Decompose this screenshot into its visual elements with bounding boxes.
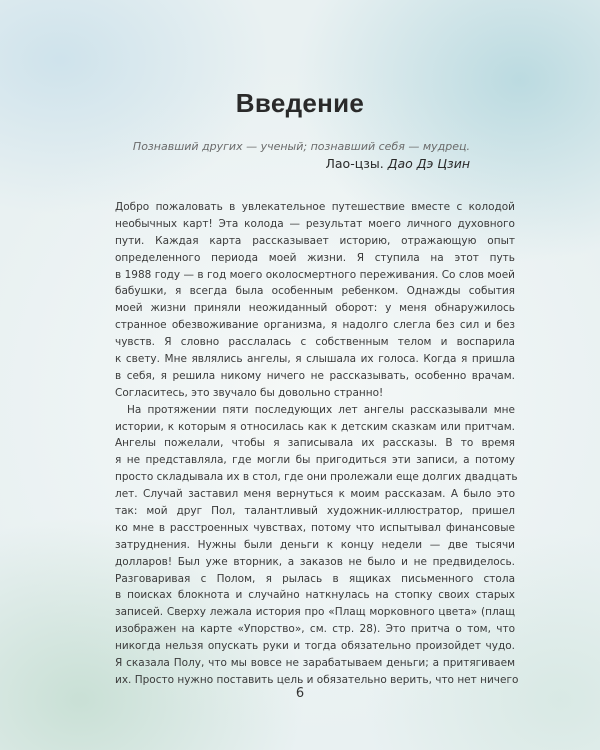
- epigraph-work: Дао Дэ Цзин: [387, 156, 470, 171]
- text-line: ко мне в расстроенных чувствах, потому что испытывал финансовые: [115, 521, 515, 534]
- text-line: Разговаривая с Полом, я рылась в ящиках письменного стола: [115, 572, 515, 585]
- text-line: Добро пожаловать в увлекательное путешествие вместе с колодой: [115, 201, 515, 213]
- text-line: просто складывала их в стол, где они пролежали еще долгих двадцать: [115, 471, 518, 484]
- text-line: так: мой друг Пол, талантливый художник-иллюстратор, пришел: [115, 505, 515, 518]
- text-line: никогда нельзя опускать руки и тогда обязательно произойдет чудо.: [115, 640, 515, 653]
- text-line: долларов! Был уже вторник, а заказов не было и не предвиделось.: [115, 555, 515, 568]
- text-line: Согласитесь, это звучало бы довольно странно!: [115, 386, 384, 399]
- text-line: изображен на карте «Упорство», см. стр. 28). Это притча о том, что: [115, 623, 515, 636]
- epigraph-quote: Познавший других — ученый; познавший себя — мудрец.: [132, 140, 470, 153]
- chapter-title: Введение: [235, 88, 365, 118]
- text-line: моей жизни приняли неожиданный оборот: у меня обнаружилось: [115, 302, 515, 315]
- text-line: На протяжении пяти последующих лет ангелы рассказывали мне: [127, 403, 515, 416]
- text-line: Я сказала Полу, что мы вовсе не зарабатываем деньги; а притягиваем: [115, 657, 515, 670]
- text-line: странное обезвоживание организма, я надолго слегла без сил и без: [115, 319, 515, 332]
- text-line: чувств. Я словно расслалась с собственным телом и воспарила: [115, 336, 515, 349]
- text-line: их. Просто нужно поставить цель и обязательно верить, что нет ничего: [115, 673, 519, 686]
- body-text: [115, 199, 519, 689]
- text-line: затруднения. Нужны были деньги к концу недели — две тысячи: [115, 538, 515, 551]
- text-line: в 1988 году — в год моего околосмертного переживания. Со слов моей: [115, 268, 515, 281]
- text-line: к свету. Мне являлись ангелы, я слышала их голоса. Когда я пришла: [115, 353, 515, 366]
- text-line: лет. Случай заставил меня вернуться к моим рассказам. А было это: [115, 488, 515, 501]
- text-line: определенного периода моей жизни. Я ступила на этот путь: [115, 251, 515, 264]
- text-line: Ангелы пожелали, чтобы я записывала их рассказы. В то время: [115, 437, 515, 450]
- text-line: в себя, я решила никому ничего не рассказывать, особенно врачам.: [115, 369, 515, 382]
- text-line: записей. Сверху лежала история про «Плащ морковного цвета» (плащ: [115, 606, 515, 619]
- page-number: 6: [295, 686, 305, 701]
- text-line: необычных карт! Эта колода — результат моего личного духовного: [115, 217, 515, 230]
- epigraph: [133, 138, 470, 172]
- text-line: истории, к которым я относилась как к детским сказкам или притчам.: [115, 420, 515, 433]
- epigraph-source: [133, 155, 470, 172]
- text-line: бабушки, я всегда была особенным ребенком. Однажды события: [115, 285, 515, 298]
- text-line: в поисках блокнота и случайно наткнулась на стопку своих старых: [115, 589, 515, 602]
- text-line: я не представляла, где могли бы пригодиться эти записи, а потому: [115, 454, 515, 467]
- epigraph-author: Лао-цзы.: [325, 156, 384, 171]
- text-line: пути. Каждая карта рассказывает историю, отражающую опыт: [115, 234, 515, 247]
